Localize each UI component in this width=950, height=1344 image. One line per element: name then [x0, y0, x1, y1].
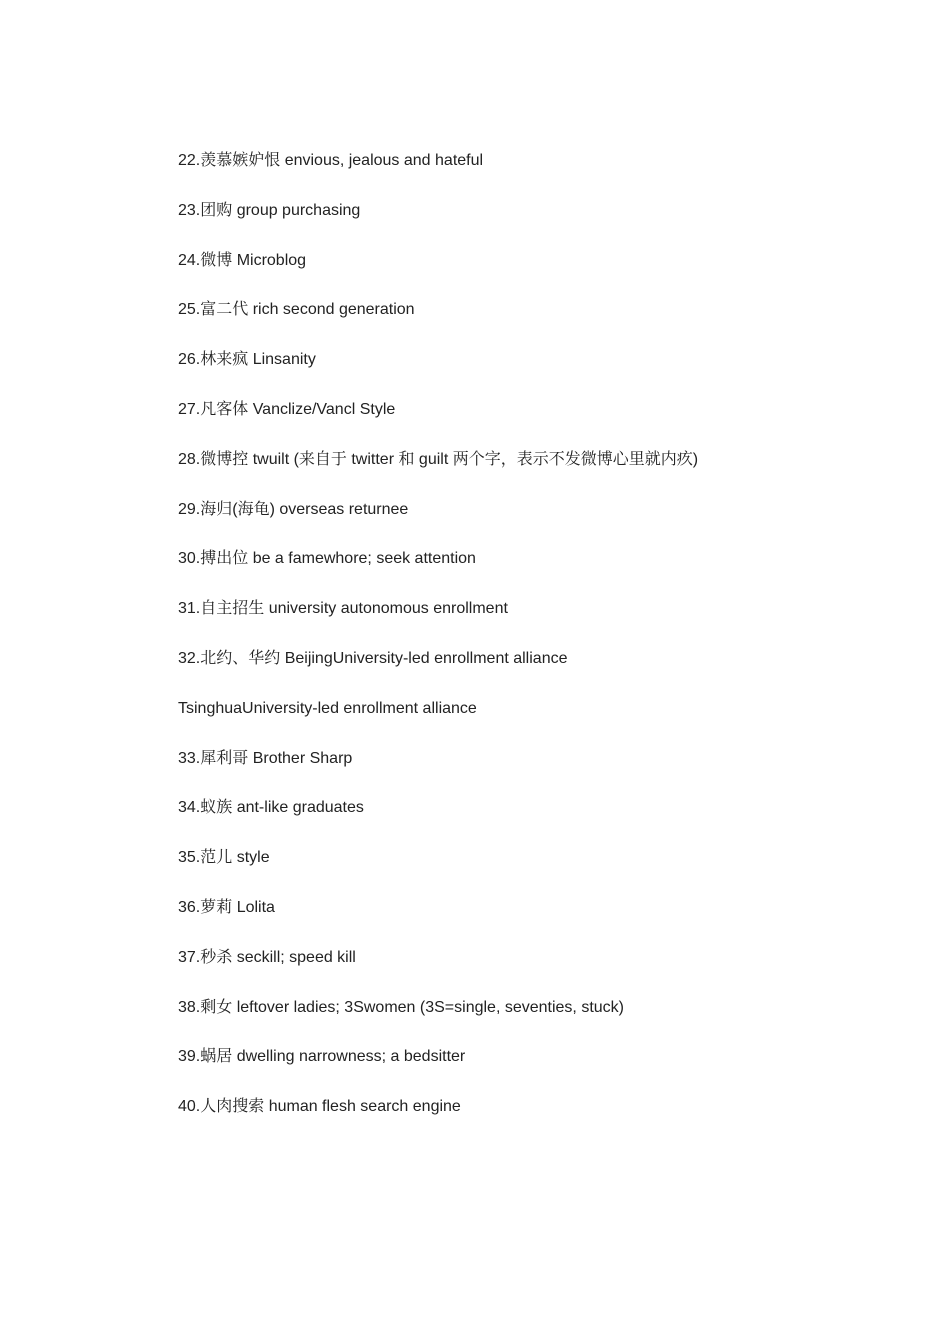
list-item: 29.海归(海龟) overseas returnee	[178, 500, 409, 518]
list-item: 37.秒杀 seckill; speed kill	[178, 948, 356, 966]
list-item: 28.微博控 twuilt (来自于 twitter 和 guilt 两个字，表示不发微博心里就内疚)	[178, 450, 699, 468]
list-item: 34.蚁族 ant-like graduates	[178, 799, 364, 817]
list-item: 23.团购 group purchasing	[178, 201, 361, 219]
list-item: 30.搏出位 be a famewhore; seek attention	[178, 550, 476, 568]
list-item: 24.微博 Microblog	[178, 251, 307, 269]
list-item: 22.羡慕嫉妒恨 envious, jealous and hateful	[178, 152, 484, 169]
list-item-continuation: TsinghuaUniversity-led enrollment alliance	[178, 699, 477, 717]
list-item: 32.北约、华约 BeijingUniversity-led enrollment alliance	[178, 649, 568, 667]
list-item: 38.剩女 leftover ladies; 3Swomen (3S=single, seventies, stuck)	[178, 998, 624, 1016]
list-item: 35.范儿 style	[178, 849, 270, 867]
list-item: 25.富二代 rich second generation	[178, 301, 415, 319]
list-item: 27.凡客体 Vanclize/Vancl Style	[178, 400, 396, 418]
list-item: 26.林来疯 Linsanity	[178, 351, 316, 369]
list-item: 31.自主招生 university autonomous enrollment	[178, 600, 508, 618]
list-item: 33.犀利哥 Brother Sharp	[178, 749, 353, 767]
vocabulary-list	[178, 150, 918, 1146]
list-item: 36.萝莉 Lolita	[178, 898, 275, 916]
list-item: 39.蜗居 dwelling narrowness; a bedsitter	[178, 1048, 466, 1066]
list-item: 40.人肉搜索 human flesh search engine	[178, 1098, 461, 1116]
